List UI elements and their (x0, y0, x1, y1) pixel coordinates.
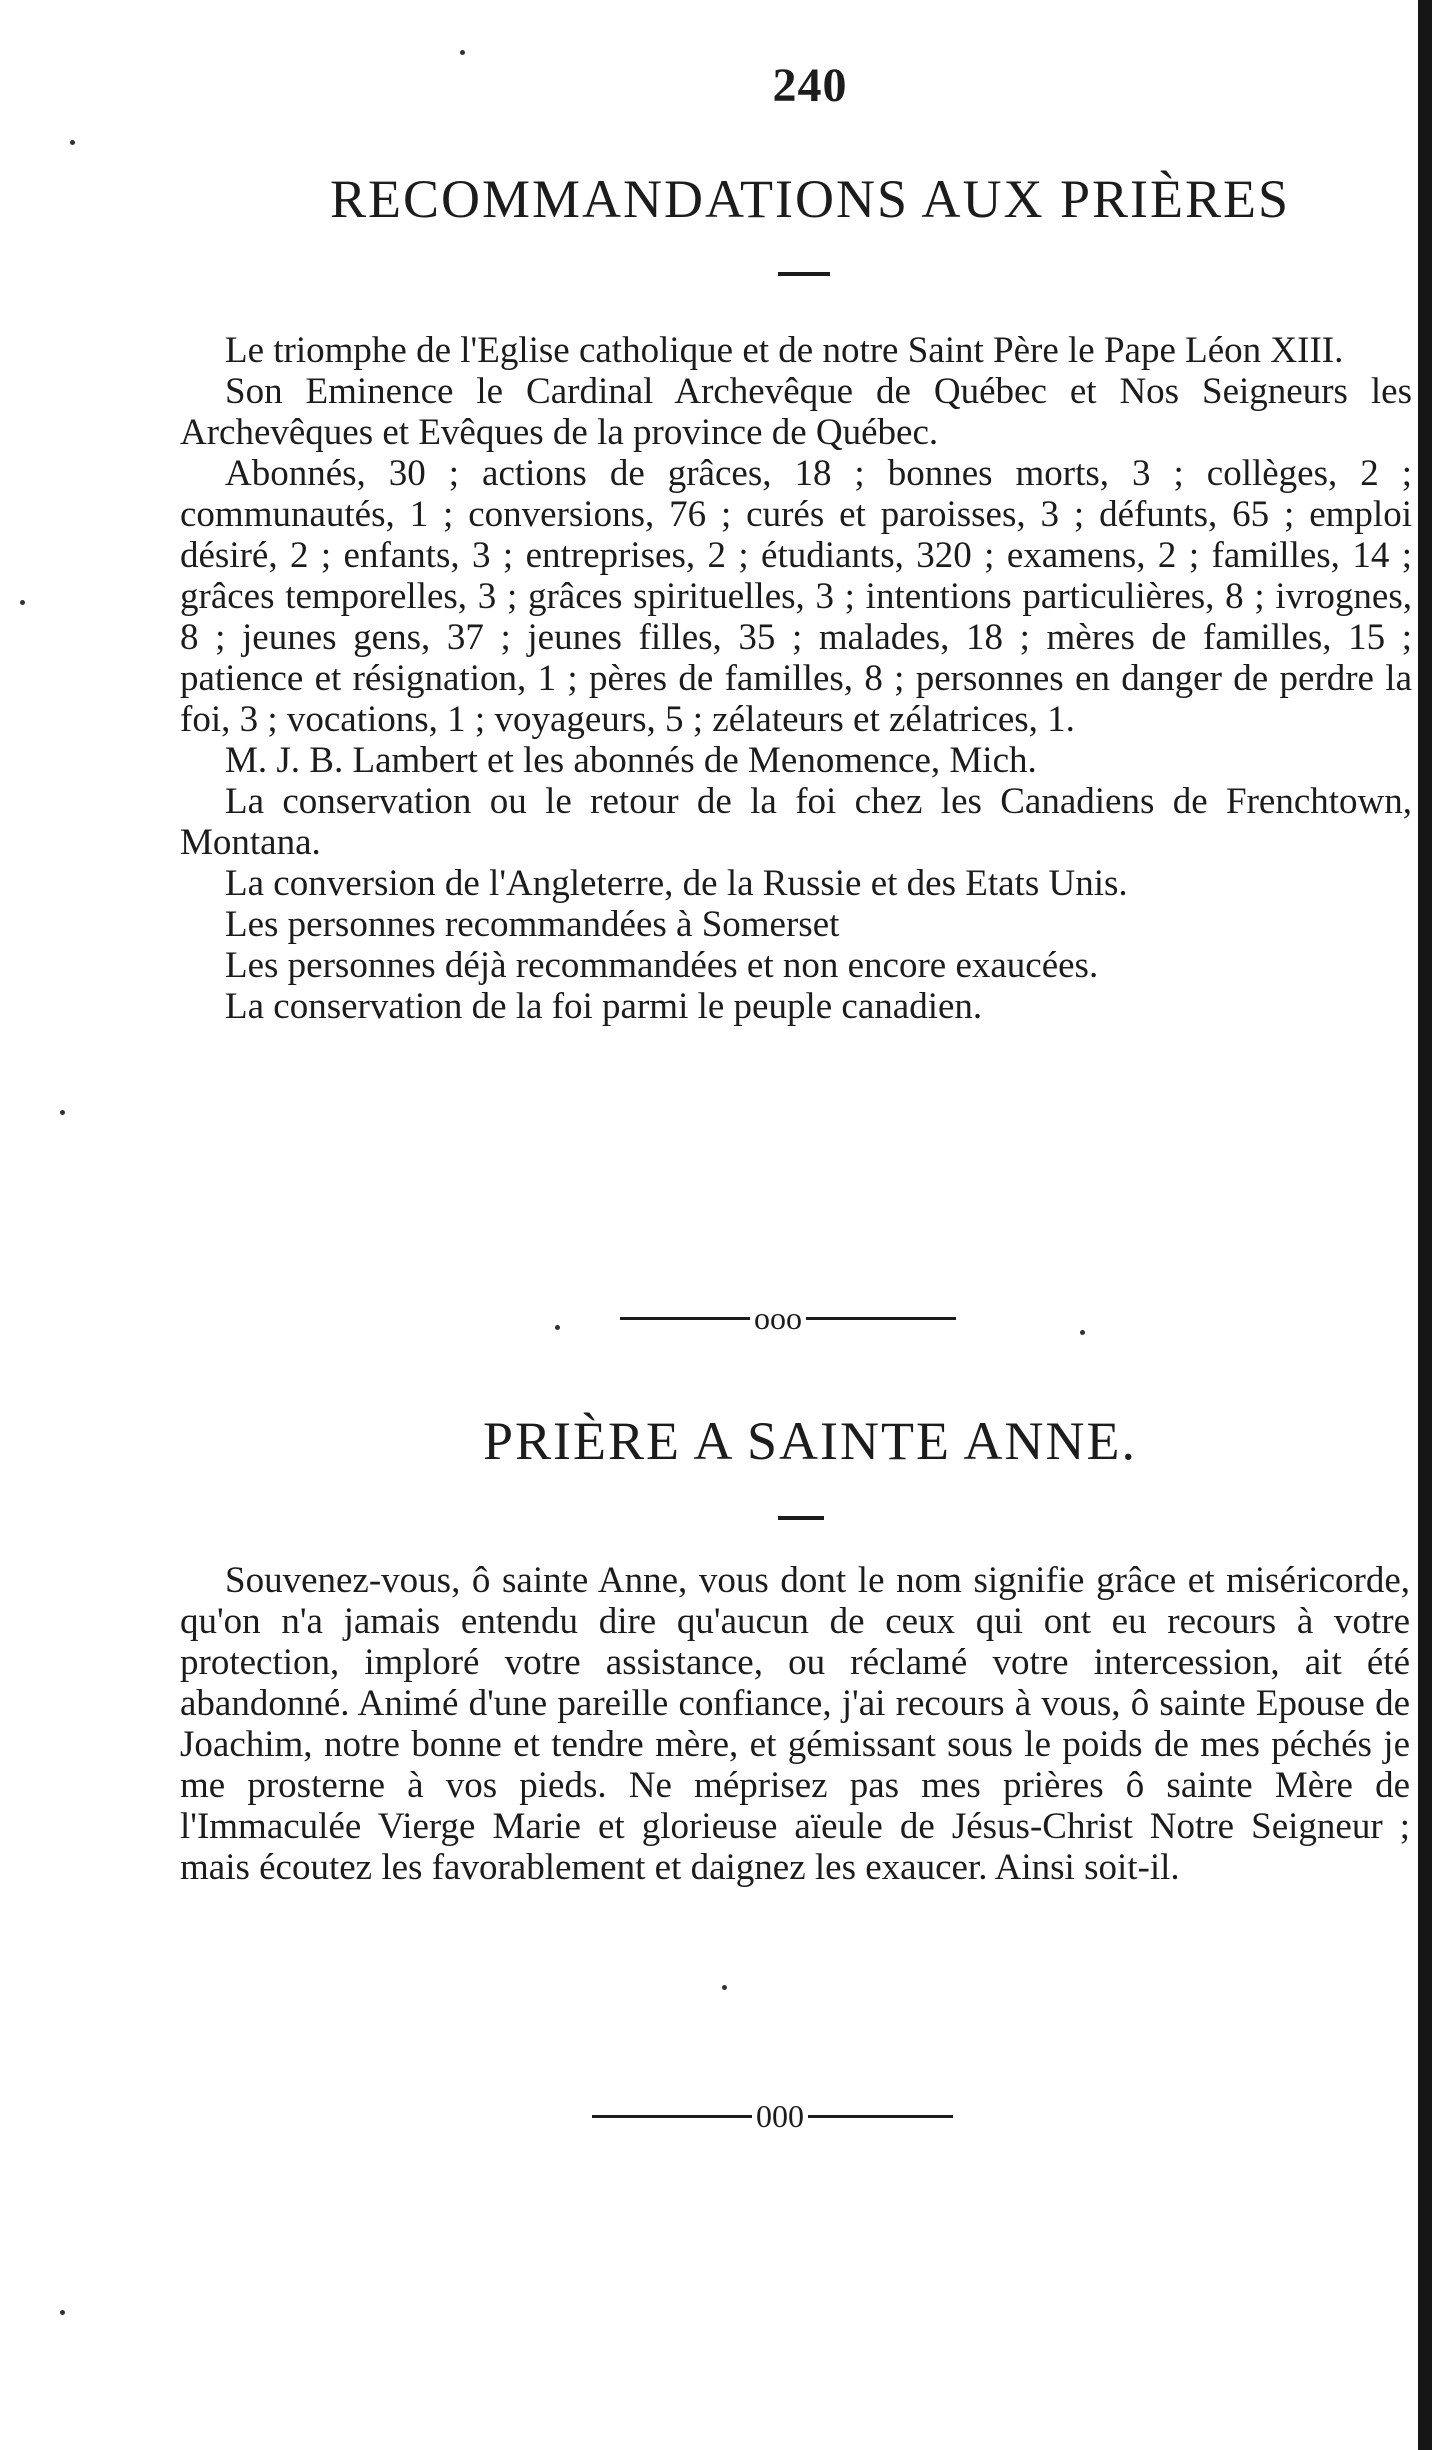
scan-speck (555, 1325, 560, 1330)
recommendation-item: Les personnes recommandées à Somerset (225, 904, 840, 945)
recommendation-item: M. J. B. Lambert et les abonnés de Menomence, Mich. (225, 740, 1037, 781)
title-underline-dash (778, 1516, 824, 1520)
scan-speck (1080, 1330, 1085, 1335)
recommendation-item: Les personnes déjà recommandées et non encore exaucées. (225, 945, 1099, 986)
separator-line (620, 1317, 750, 1320)
scan-speck (460, 50, 465, 55)
page-number: 240 (772, 59, 848, 112)
scan-speck (70, 140, 75, 145)
recommendation-item: Le triomphe de l'Eglise catholique et de notre Saint Père le Pape Léon XIII. (225, 330, 1344, 371)
recommendation-item: Son Eminence le Cardinal Archevêque de Québec et Nos Seigneurs les Archevêques et Evêques de la province de Québec. (180, 371, 1412, 453)
recommendation-item: La conversion de l'Angleterre, de la Russie et des Etats Unis. (225, 863, 1128, 904)
scan-speck (60, 2310, 65, 2315)
recommendations-list (180, 330, 1412, 1027)
section-title-priere: PRIÈRE A SAINTE ANNE. (482, 1411, 1138, 1471)
prayer-text (180, 1560, 1410, 1888)
recommendation-counts: Abonnés, 30 ; actions de grâces, 18 ; bonnes morts, 3 ; collèges, 2 ; communautés, 1 ; conversions, 76 ; curés et paroisses, 3 ; défunts, 65 ; emploi désiré, 2 ; enfants, 3 ; entreprises, 2 ; étudiants, 320 ; examens, 2 ; familles, 14 ; grâces temporelles, 3 ; grâces spirituelles, 3 ; intentions particulières, 8 ; ivrognes, 8 ; jeunes gens, 37 ; jeunes filles, 35 ; malades, 18 ; mères de familles, 15 ; patience et résignation, 1 ; pères de familles, 8 ; personnes en danger de perdre la foi, 3 ; vocations, 1 ; voyageurs, 5 ; zélateurs et zélatrices, 1. (180, 453, 1412, 740)
title-underline-dash (778, 272, 830, 276)
separator-line (806, 1317, 956, 1320)
recommendation-item: La conservation de la foi parmi le peuple canadien. (225, 986, 983, 1027)
prayer-paragraph: Souvenez-vous, ô sainte Anne, vous dont le nom signifie grâce et miséricorde, qu'on n'a jamais entendu dire qu'aucun de ceux qui ont eu recours à votre protection, imploré votre assistance, ou réclamé votre intercession, ait été abandonné. Animé d'une pareille confiance, j'ai recours à vous, ô sainte Epouse de Joachim, notre bonne et tendre mère, et gémissant sous le poids de mes péchés je me prosterne à vos pieds. Ne méprisez pas mes prières ô sainte Mère de l'Immaculée Vierge Marie et glorieuse aïeule de Jésus-Christ Notre Seigneur ; mais écoutez les favorablement et daignez les exaucer. Ainsi soit-il. (180, 1560, 1410, 1888)
scan-speck (722, 1985, 727, 1990)
scan-speck (60, 1110, 65, 1115)
scan-speck (20, 600, 25, 605)
separator-line (592, 2115, 752, 2118)
separator-mark: ooo (754, 1300, 802, 1336)
section-separator (592, 2098, 953, 2135)
separator-line (808, 2115, 953, 2118)
separator-mark: 000 (756, 2098, 804, 2134)
section-title-recommandations: RECOMMANDATIONS AUX PRIÈRES (329, 169, 1291, 229)
section-separator (620, 1300, 956, 1337)
recommendation-item: La conservation ou le retour de la foi chez les Canadiens de Frenchtown, Montana. (180, 781, 1412, 863)
page-edge-shadow (1418, 0, 1432, 2450)
